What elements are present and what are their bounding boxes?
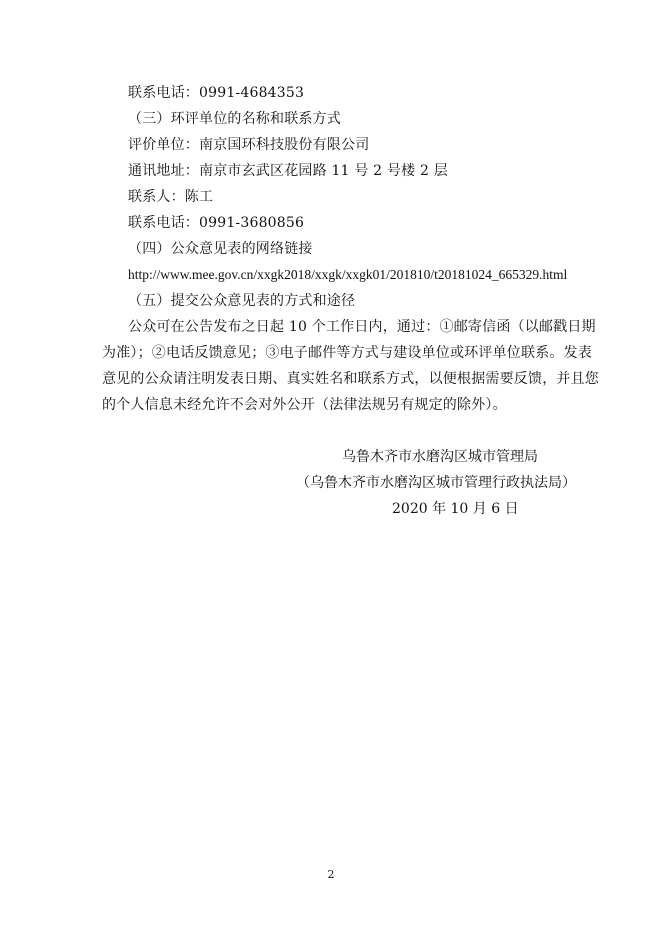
section-4-heading: （四）公众意见表的网络链接: [128, 241, 313, 257]
contact-phone-2: 联系电话：0991-3680856: [128, 215, 305, 231]
section-3-heading: （三）环评单位的名称和联系方式: [128, 111, 341, 127]
contact-person: 联系人：陈工: [128, 189, 214, 205]
signature-org-name: 乌鲁木齐市水磨沟区城市管理局: [342, 449, 538, 465]
section-5-heading: （五）提交公众意见表的方式和途径: [128, 293, 356, 309]
eval-unit: 评价单位：南京国环科技股份有限公司: [128, 137, 370, 153]
paragraph-line: 意见的公众请注明发表日期、真实姓名和联系方式，以便根据需要反馈，并且您: [102, 371, 599, 387]
paragraph-line: 公众可在公告发布之日起 10 个工作日内，通过：①邮寄信函（以邮戳日期: [128, 319, 596, 335]
public-opinion-form-link[interactable]: http://www.mee.gov.cn/xxgk2018/xxgk/xxgk01/201810/t20181024_665329.html: [128, 267, 568, 282]
paragraph-line: 为准）；②电话反馈意见；③电子邮件等方式与建设单位或环评单位联系。发表: [102, 345, 592, 361]
signature-date: 2020 年 10 月 6 日: [392, 501, 519, 517]
contact-phone-1: 联系电话：0991-4684353: [128, 85, 305, 101]
paragraph-line: 的个人信息未经允许不会对外公开（法律法规另有规定的除外）。: [102, 397, 507, 413]
page-number: 2: [327, 868, 335, 881]
signature-org-alt-name: （乌鲁木齐市水磨沟区城市管理行政执法局）: [296, 475, 576, 491]
address: 通讯地址：南京市玄武区花园路 11 号 2 号楼 2 层: [128, 163, 448, 179]
